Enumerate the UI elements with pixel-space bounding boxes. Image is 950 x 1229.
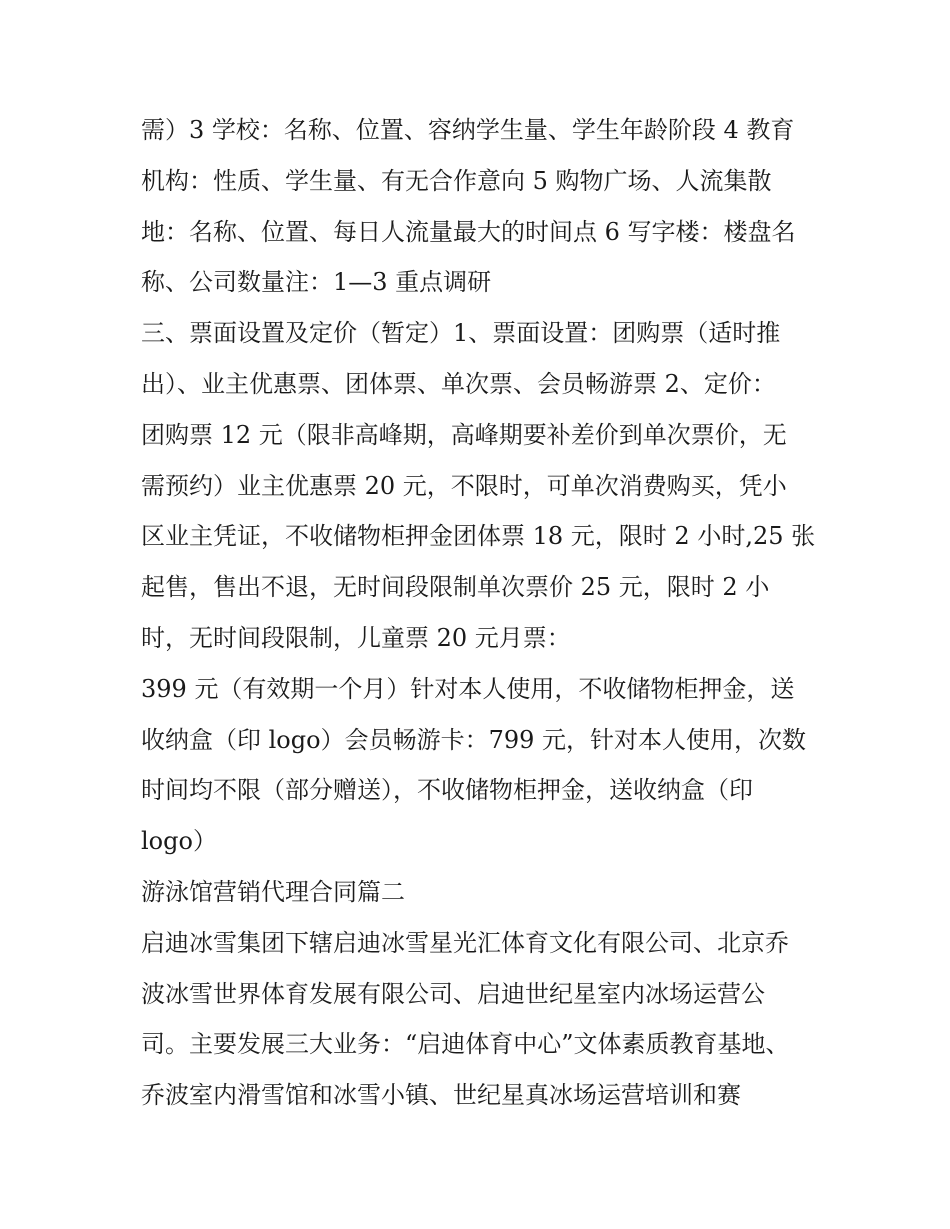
text-line: 399 元（有效期一个月）针对本人使用，不收储物柜押金，送 xyxy=(141,674,795,703)
text-line: 启迪冰雪集团下辖启迪冰雪星光汇体育文化有限公司、北京乔 xyxy=(141,928,789,957)
text-line: 时，无时间段限制，儿童票 20 元月票： xyxy=(141,623,571,652)
text-line: 机构：性质、学生量、有无合作意向 5 购物广场、人流集散 xyxy=(141,166,772,195)
text-line: 需）3 学校：名称、位置、容纳学生量、学生年龄阶段 4 教育 xyxy=(141,116,795,144)
text-line: 司。主要发展三大业务：“启迪体育中心”文体素质教育基地、 xyxy=(141,1030,790,1059)
text-line: 出）、业主优惠票、团体票、单次票、会员畅游票 2、定价： xyxy=(141,369,776,398)
text-line: 乔波室内滑雪馆和冰雪小镇、世纪星真冰场运营培训和赛 xyxy=(141,1081,741,1110)
section-title: 游泳馆营销代理合同篇二 xyxy=(141,877,405,906)
text-line: 时间均不限（部分赠送），不收储物柜押金，送收纳盒（印 xyxy=(141,776,753,805)
text-line: 区业主凭证，不收储物柜押金团体票 18 元，限时 2 小时,25 张 xyxy=(141,522,816,551)
text-line: logo） xyxy=(141,827,217,856)
text-line: 波冰雪世界体育发展有限公司、启迪世纪星室内冰场运营公 xyxy=(141,979,765,1008)
text-line: 团购票 12 元（限非高峰期，高峰期要补差价到单次票价，无 xyxy=(141,420,787,449)
text-line: 地：名称、位置、每日人流量最大的时间点 6 写字楼：楼盘名 xyxy=(141,217,796,246)
text-line: 收纳盒（印 logo）会员畅游卡：799 元，针对本人使用，次数 xyxy=(141,725,807,754)
document-body xyxy=(141,105,821,1121)
section-heading-line: 三、票面设置及定价（暂定）1、票面设置：团购票（适时推 xyxy=(141,319,781,348)
text-line: 需预约）业主优惠票 20 元，不限时，可单次消费购买，凭小 xyxy=(141,471,787,500)
text-line: 称、公司数量注：1—3 重点调研 xyxy=(141,268,492,297)
text-line: 起售，售出不退，无时间段限制单次票价 25 元，限时 2 小 xyxy=(141,573,770,602)
